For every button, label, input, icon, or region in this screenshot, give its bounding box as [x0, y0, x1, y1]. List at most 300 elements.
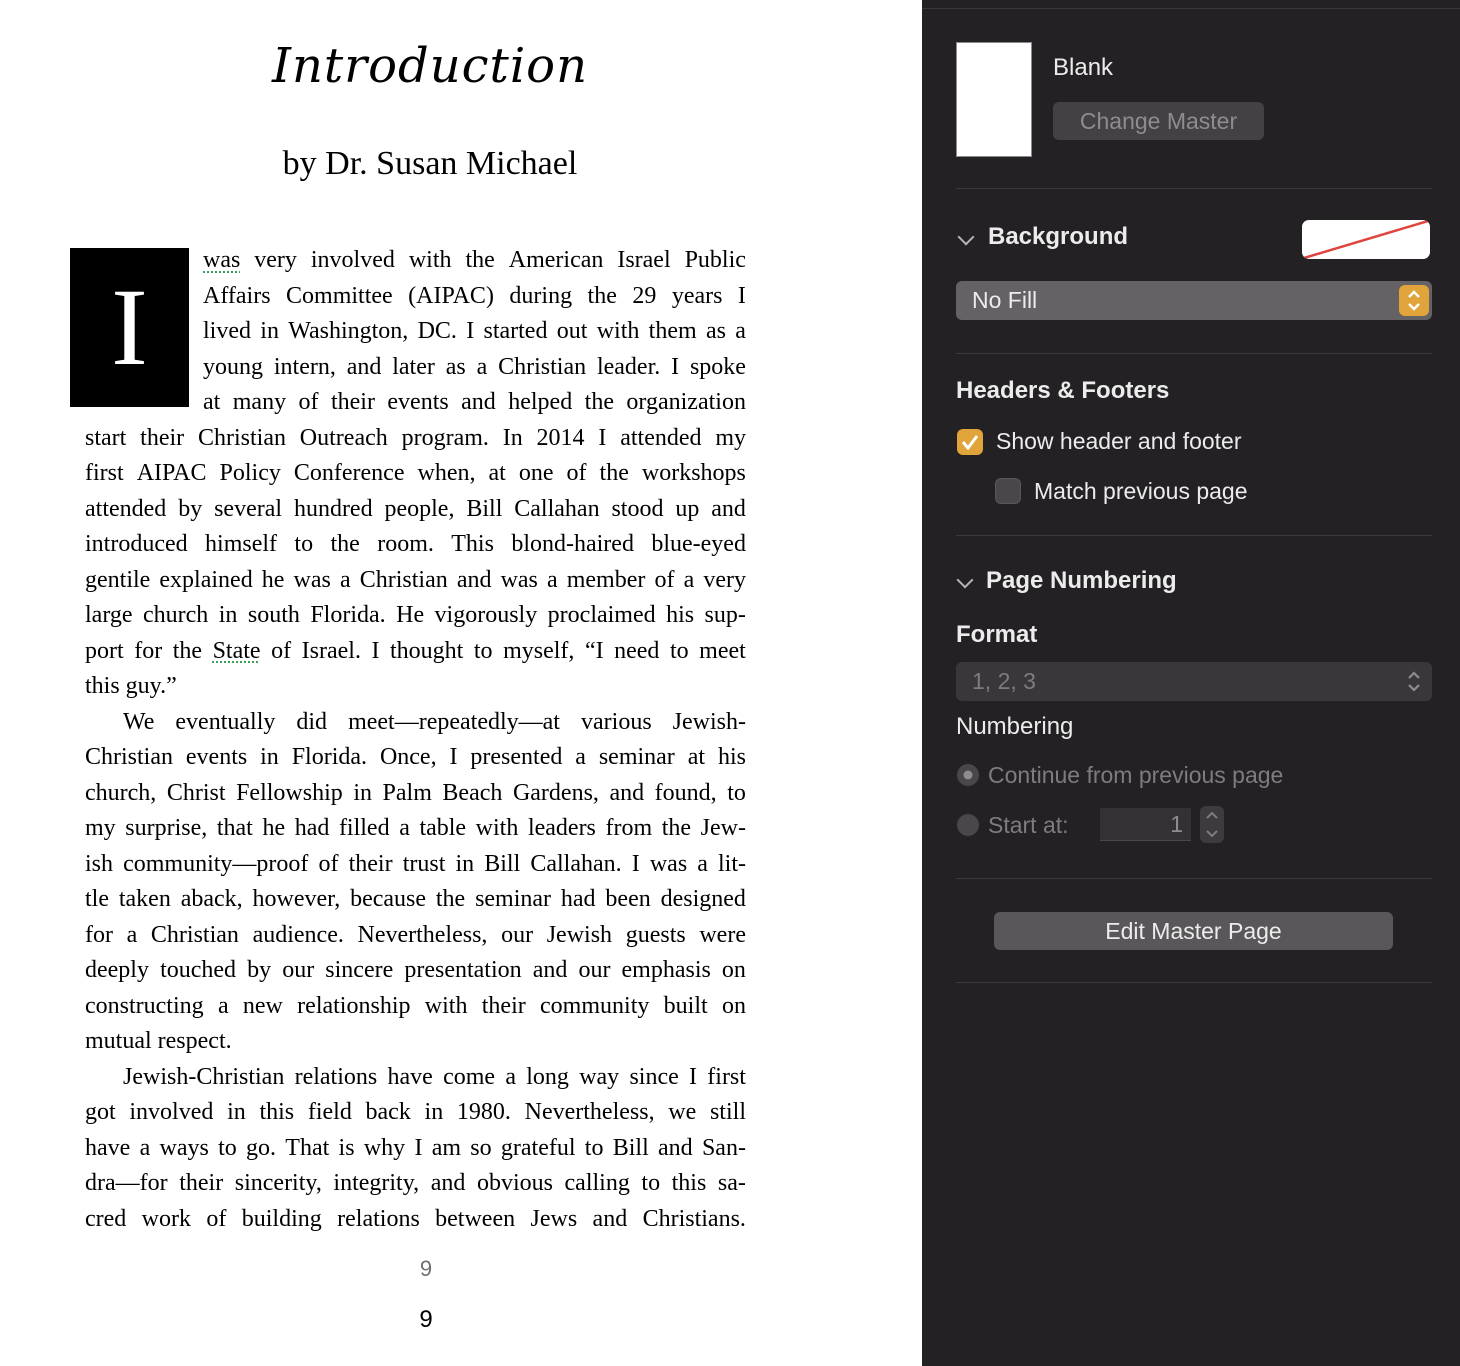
word: Jews	[530, 1205, 578, 1232]
word: at	[687, 744, 706, 770]
word: in	[455, 850, 475, 877]
word: relations	[294, 1063, 378, 1090]
word: was	[500, 566, 538, 593]
text-line[interactable]	[85, 881, 746, 917]
word: proclaimed	[547, 602, 656, 628]
word: the	[584, 389, 614, 415]
word: filled	[338, 815, 390, 841]
word: a	[339, 566, 351, 593]
word: new	[242, 992, 283, 1019]
word: as	[705, 318, 726, 344]
word: taken	[118, 886, 171, 912]
word: of	[298, 389, 319, 415]
word: is	[338, 1134, 355, 1161]
word: I	[631, 850, 640, 877]
word: 1980.	[456, 1099, 511, 1125]
checkmark-icon	[957, 429, 983, 455]
document-inspector	[922, 0, 1460, 1366]
word: presentation	[404, 957, 522, 983]
word: obvious	[476, 1170, 553, 1196]
word: calling	[564, 1170, 630, 1196]
word: I	[449, 744, 458, 770]
word: stood	[611, 495, 664, 522]
word: DC.	[417, 318, 457, 344]
word: sincere	[325, 957, 394, 983]
word: at	[203, 389, 221, 415]
word: Conference	[293, 460, 405, 486]
text-line[interactable]	[85, 775, 746, 811]
word: come	[443, 1063, 496, 1090]
word: ways	[159, 1134, 209, 1161]
word: State	[212, 637, 261, 664]
word: member	[566, 566, 646, 593]
word: sincerity,	[234, 1170, 322, 1196]
word: of	[206, 1205, 227, 1232]
word: however,	[252, 886, 341, 912]
word: vigorously	[434, 602, 538, 628]
word: American	[508, 247, 604, 273]
word: was	[649, 850, 688, 877]
drop-cap: I	[70, 248, 189, 407]
word: intern,	[273, 353, 336, 380]
word: tle	[85, 886, 109, 912]
word: one	[518, 460, 554, 486]
word: that	[216, 815, 253, 841]
word: to	[473, 637, 493, 664]
fill-type-popup[interactable]	[956, 281, 1432, 320]
word: so	[470, 1134, 492, 1161]
word: relationship	[297, 992, 411, 1019]
word: lit-	[718, 850, 746, 877]
match-previous-checkbox[interactable]	[995, 478, 1021, 504]
word: to	[641, 1170, 661, 1196]
word: Palm	[382, 779, 432, 806]
word: young	[203, 353, 263, 380]
word: lived	[203, 318, 251, 344]
text-line[interactable]	[123, 704, 746, 740]
word: I	[671, 353, 680, 380]
word: workshops	[641, 460, 746, 486]
word: got	[85, 1099, 116, 1125]
word: a	[735, 318, 746, 344]
word: Jew-	[700, 815, 746, 841]
fill-type-value: No Fill	[972, 287, 1038, 313]
word: Policy	[219, 460, 281, 486]
word: and	[609, 779, 645, 806]
footer-page-number: 9	[419, 1306, 433, 1333]
text-line[interactable]	[85, 562, 746, 598]
word: in	[260, 744, 279, 770]
word: for	[85, 921, 113, 948]
format-label: Format	[956, 621, 1038, 648]
word: Bill	[466, 495, 503, 522]
text-line[interactable]	[85, 491, 746, 527]
word: found,	[654, 779, 717, 806]
divider	[956, 188, 1432, 189]
word: with	[596, 318, 640, 344]
word: been	[605, 886, 651, 912]
word: during	[509, 282, 573, 309]
word: Jewish-Christian	[123, 1063, 285, 1090]
word: my	[85, 815, 116, 841]
headers-footers-title: Headers & Footers	[956, 377, 1170, 404]
divider	[956, 535, 1432, 536]
word: He	[396, 602, 425, 628]
word: to	[584, 1134, 604, 1161]
background-section-title[interactable]: Background	[988, 223, 1129, 250]
chevron-down-icon[interactable]	[957, 572, 974, 589]
word: work	[141, 1205, 191, 1232]
word: a	[399, 815, 410, 841]
word: Christians.	[642, 1205, 746, 1232]
text-line[interactable]	[85, 739, 746, 775]
word: of	[318, 850, 339, 877]
word: Public	[684, 247, 746, 273]
word: was	[203, 247, 241, 273]
word: 2014	[536, 424, 585, 451]
master-thumbnail[interactable]	[956, 42, 1032, 157]
word: building	[241, 1205, 322, 1232]
word: with	[424, 992, 468, 1019]
word: meet	[699, 637, 746, 664]
word: had	[560, 886, 596, 912]
word: I	[737, 282, 746, 309]
word: a	[505, 1063, 516, 1090]
word: emphasis	[621, 957, 711, 983]
word: am	[431, 1134, 462, 1161]
format-value: 1, 2, 3	[972, 668, 1036, 694]
word: to	[294, 531, 314, 557]
word: and	[711, 495, 746, 522]
text-line[interactable]	[85, 1130, 746, 1166]
word: AIPAC	[136, 460, 207, 486]
word: from	[605, 815, 653, 841]
text-line[interactable]	[203, 278, 746, 314]
text-line[interactable]	[85, 633, 746, 669]
word: and	[456, 566, 492, 593]
continue-radio[interactable]	[957, 764, 979, 786]
word: them	[648, 318, 697, 344]
word: I	[598, 424, 607, 451]
word: meet—repeatedly—at	[348, 708, 560, 735]
word: did	[296, 708, 328, 735]
word: leader.	[596, 353, 661, 380]
word: We	[123, 708, 155, 735]
word: trust	[402, 850, 446, 877]
word: very	[254, 247, 297, 273]
word: dra—for	[85, 1170, 168, 1196]
word: very	[703, 566, 746, 593]
word: were	[699, 921, 746, 948]
word: was	[293, 566, 331, 593]
word: a	[546, 566, 558, 593]
word: the	[587, 282, 617, 309]
word: Christian	[359, 566, 448, 593]
word: and	[461, 389, 496, 415]
word: our	[578, 957, 611, 983]
text-line[interactable]	[203, 349, 746, 385]
word: sa-	[717, 1170, 746, 1196]
word: to	[727, 779, 746, 806]
chapter-title: Introduction	[272, 38, 588, 94]
word: on	[721, 957, 746, 983]
text-line[interactable]	[85, 810, 746, 846]
edit-master-page-button[interactable]: Edit Master Page	[994, 912, 1393, 950]
word: our	[282, 957, 315, 983]
word: organization	[626, 389, 746, 415]
word: Christian	[150, 921, 239, 948]
word: 29	[632, 282, 657, 309]
page-number-field: 9	[419, 1256, 433, 1281]
text-line[interactable]	[123, 1059, 746, 1095]
word: with	[408, 247, 452, 273]
word: a	[139, 1134, 151, 1161]
word: and	[430, 1170, 466, 1196]
word: with	[475, 815, 519, 841]
text-line[interactable]: this guy.”	[85, 673, 177, 699]
word: large	[85, 602, 133, 628]
word: Bill	[612, 1134, 649, 1161]
word: by	[178, 495, 203, 522]
word: and	[658, 1134, 693, 1161]
word: first	[85, 460, 124, 486]
word: back	[365, 1099, 411, 1125]
word: several	[214, 495, 283, 522]
format-popup[interactable]	[956, 662, 1432, 701]
word: and	[592, 1205, 628, 1232]
word: way	[579, 1063, 620, 1090]
word: Christian	[498, 353, 587, 380]
word: on	[721, 992, 746, 1019]
word: this	[671, 1170, 707, 1196]
word: explained	[159, 566, 253, 593]
word: Israel.	[301, 637, 361, 664]
word: up	[675, 495, 700, 522]
show-header-footer-checkbox[interactable]	[957, 429, 983, 455]
word: by	[247, 957, 272, 983]
word: this	[259, 1099, 295, 1125]
word: Gardens,	[512, 779, 599, 806]
text-line[interactable]	[85, 420, 746, 456]
word: spoke	[689, 353, 746, 380]
word: the	[172, 637, 203, 664]
word: In	[502, 424, 523, 451]
word: for	[134, 637, 163, 664]
word: aback,	[180, 886, 243, 912]
text-line[interactable]: mutual respect.	[85, 1028, 232, 1054]
word: built	[663, 992, 708, 1019]
word: the	[661, 815, 692, 841]
word: touched	[160, 957, 237, 983]
word: Affairs	[203, 282, 271, 309]
text-line[interactable]	[85, 988, 746, 1024]
start-at-field[interactable]: 1	[1100, 808, 1191, 841]
word: he	[262, 815, 286, 841]
word: Once,	[379, 744, 437, 770]
word: Florida.	[291, 744, 368, 770]
word: Beach	[442, 779, 503, 806]
word: involved	[129, 1099, 214, 1125]
start-at-stepper[interactable]	[1200, 806, 1224, 843]
word: the	[435, 886, 466, 912]
start-at-label[interactable]: Start at:	[988, 812, 1069, 838]
word: we	[668, 1099, 697, 1125]
divider	[956, 878, 1432, 879]
word: Florida.	[310, 602, 386, 628]
word: people,	[384, 495, 455, 522]
word: their	[481, 992, 526, 1019]
word: start	[85, 424, 127, 451]
popup-arrows-icon	[1399, 285, 1429, 316]
word: Outreach	[299, 424, 388, 451]
word: himself	[205, 531, 278, 557]
text-line[interactable]	[85, 952, 746, 988]
word: many	[232, 389, 287, 415]
word: long	[526, 1063, 569, 1090]
word: in	[353, 779, 372, 806]
word: myself,	[503, 637, 575, 664]
word: have	[387, 1063, 433, 1090]
text-line[interactable]	[85, 597, 746, 633]
page-numbering-title[interactable]: Page Numbering	[986, 567, 1177, 594]
no-fill-slash-icon	[1302, 220, 1430, 259]
text-line[interactable]	[85, 455, 746, 491]
word: in	[227, 1099, 246, 1125]
word: various	[581, 708, 652, 735]
word: go.	[246, 1134, 277, 1161]
word: ish	[85, 850, 114, 877]
word: events	[185, 744, 248, 770]
word: port	[85, 637, 124, 664]
word: started	[483, 318, 548, 344]
word: Nevertheless,	[524, 1099, 655, 1125]
match-previous-label[interactable]: Match previous page	[1034, 478, 1248, 504]
word: still	[709, 1099, 746, 1125]
word: table	[419, 815, 467, 841]
word: a	[575, 744, 586, 770]
text-line[interactable]	[85, 917, 746, 953]
text-line[interactable]	[203, 242, 746, 278]
word: had	[294, 815, 330, 841]
word: relations	[337, 1205, 420, 1232]
word: Callahan	[514, 495, 600, 522]
word: the	[599, 460, 629, 486]
numbering-label: Numbering	[956, 713, 1074, 740]
show-header-footer-label[interactable]: Show header and footer	[996, 428, 1242, 454]
word: in	[218, 602, 238, 628]
word: in	[260, 318, 279, 344]
word: when,	[417, 460, 476, 486]
start-at-radio[interactable]	[957, 814, 979, 836]
word: of	[566, 460, 587, 486]
background-color-well[interactable]	[1302, 220, 1430, 259]
word: grateful	[500, 1134, 576, 1161]
word: Callahan.	[530, 850, 622, 877]
word: Christ	[166, 779, 226, 806]
word: since	[629, 1063, 679, 1090]
divider	[956, 353, 1432, 354]
radio-dot-icon	[957, 764, 979, 786]
word: Washington,	[288, 318, 409, 344]
chevron-down-icon[interactable]	[958, 229, 975, 246]
popup-arrows-icon	[1404, 668, 1424, 695]
continue-label[interactable]: Continue from previous page	[988, 762, 1284, 788]
text-line[interactable]	[203, 313, 746, 349]
word: as	[445, 353, 466, 380]
word: surprise,	[125, 815, 208, 841]
word: program.	[401, 424, 489, 451]
word: designed	[660, 886, 746, 912]
text-line[interactable]	[85, 1094, 746, 1130]
word: Israel	[617, 247, 671, 273]
word: his	[717, 744, 746, 770]
word: eventually	[175, 708, 276, 735]
word: room.	[377, 531, 434, 557]
text-line[interactable]	[85, 1165, 746, 1201]
word: their	[348, 850, 393, 877]
word: he	[261, 566, 285, 593]
word: events	[387, 389, 449, 415]
word: cred	[85, 1205, 127, 1232]
word: involved	[310, 247, 395, 273]
word: field	[307, 1099, 352, 1125]
word: their	[330, 389, 375, 415]
stepper-arrows-icon	[1200, 806, 1224, 843]
word: I	[414, 1134, 423, 1161]
word: a	[697, 850, 708, 877]
text-line[interactable]	[85, 1201, 746, 1237]
word: need	[614, 637, 660, 664]
word: of	[654, 566, 675, 593]
word: and	[532, 957, 568, 983]
word: (AIPAC)	[408, 282, 494, 309]
word: seminar	[475, 886, 552, 912]
word: the	[330, 531, 360, 557]
word: Bill	[484, 850, 521, 877]
word: San-	[701, 1134, 746, 1161]
word: later	[392, 353, 435, 380]
word: the	[465, 247, 495, 273]
word: I	[466, 318, 475, 344]
text-line[interactable]	[203, 384, 746, 420]
text-line[interactable]	[85, 526, 746, 562]
word: That	[285, 1134, 330, 1161]
master-name: Blank	[1053, 54, 1114, 81]
change-master-button[interactable]: Change Master	[1053, 102, 1264, 140]
word: Fellowship	[236, 779, 343, 806]
word: and	[346, 353, 382, 380]
word: a	[217, 992, 229, 1019]
word: Nevertheless,	[357, 921, 488, 948]
word: guests	[625, 921, 686, 948]
word: I	[371, 637, 380, 664]
word: community—proof	[123, 850, 309, 877]
word: because	[350, 886, 427, 912]
word: a	[476, 353, 488, 380]
text-line[interactable]	[85, 846, 746, 882]
word: first	[707, 1063, 746, 1090]
word: deeply	[85, 957, 149, 983]
word: constructing	[85, 992, 204, 1019]
word: gentile	[85, 566, 151, 593]
word: church,	[85, 779, 157, 806]
word: to	[669, 637, 689, 664]
word: their	[140, 424, 185, 451]
word: his	[666, 602, 695, 628]
word: south	[247, 602, 300, 628]
word: blond-haired	[511, 531, 634, 557]
word: I	[689, 1063, 698, 1090]
